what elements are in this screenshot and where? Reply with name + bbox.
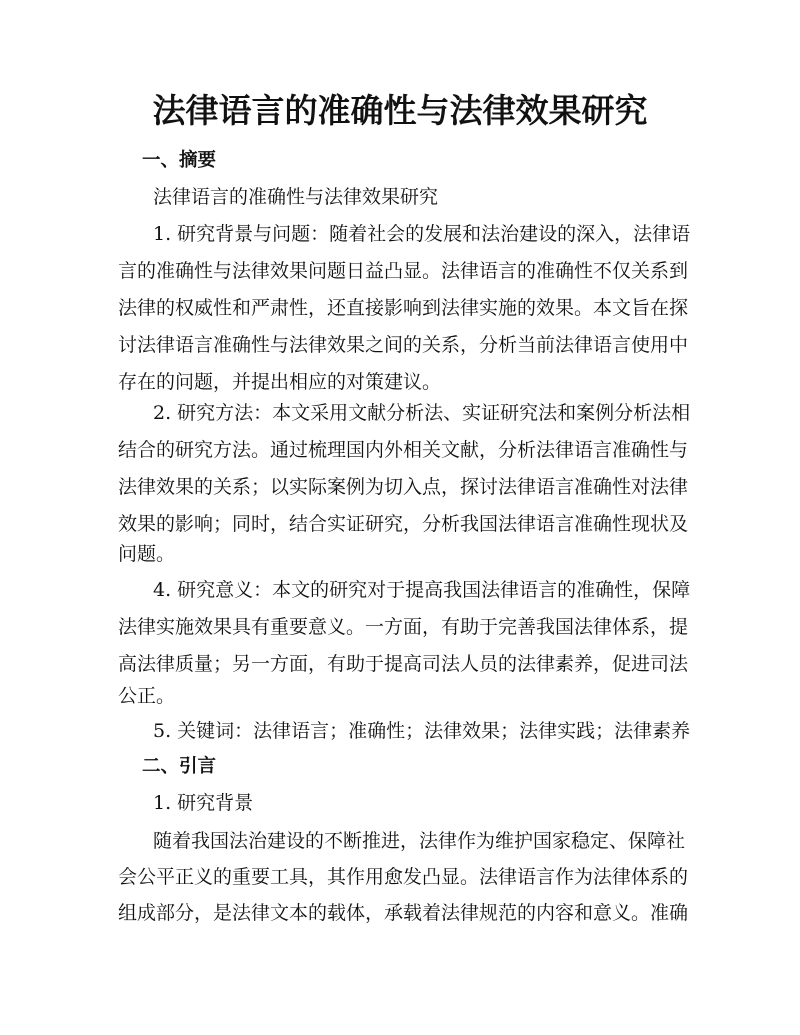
paragraph-line: 高法律质量；另一方面，有助于提高司法人员的法律素养，促进司法 [118,653,689,675]
paragraph-line: 法律实施效果具有重要意义。一方面，有助于完善我国法律体系，提 [118,616,689,638]
section-heading-abstract: 一、摘要 [142,150,217,171]
abstract-subtitle: 法律语言的准确性与法律效果研究 [153,186,439,208]
paragraph-line: 4. 研究意义：本文的研究对于提高我国法律语言的准确性，保障 [153,579,691,601]
keywords-line: 5. 关键词：法律语言；准确性；法律效果；法律实践；法律素养 [153,720,691,742]
paragraph-line: 法律效果的关系；以实际案例为切入点，探讨法律语言准确性对法律 [118,476,689,498]
paragraph-line: 言的准确性与法律效果问题日益凸显。法律语言的准确性不仅关系到 [118,260,689,282]
sub-heading-research-background: 1. 研究背景 [153,792,254,814]
paragraph-line: 1. 研究背景与问题：随着社会的发展和法治建设的深入，法律语 [153,223,691,245]
paragraph-line: 问题。 [118,543,176,565]
paragraph-line: 会公平正义的重要工具，其作用愈发凸显。法律语言作为法律体系的 [118,866,689,888]
paragraph-line: 随着我国法治建设的不断推进，法律作为维护国家稳定、保障社 [153,830,686,852]
paragraph-line: 2. 研究方法：本文采用文献分析法、实证研究法和案例分析法相 [153,402,691,424]
paragraph-line: 存在的问题，并提出相应的对策建议。 [118,371,442,393]
paragraph-line: 结合的研究方法。通过梳理国内外相关文献，分析法律语言准确性与 [118,439,689,461]
paragraph-line: 公正。 [118,685,176,707]
paragraph-line: 效果的影响；同时，结合实证研究，分析我国法律语言准确性现状及 [118,513,689,535]
paragraph-line: 法律的权威性和严肃性，还直接影响到法律实施的效果。本文旨在探 [118,297,689,319]
document-title: 法律语言的准确性与法律效果研究 [152,91,648,130]
paragraph-line: 组成部分，是法律文本的载体，承载着法律规范的内容和意义。准确 [118,902,689,924]
paragraph-line: 讨法律语言准确性与法律效果之间的关系，分析当前法律语言使用中 [118,334,689,356]
section-heading-introduction: 二、引言 [142,756,217,777]
